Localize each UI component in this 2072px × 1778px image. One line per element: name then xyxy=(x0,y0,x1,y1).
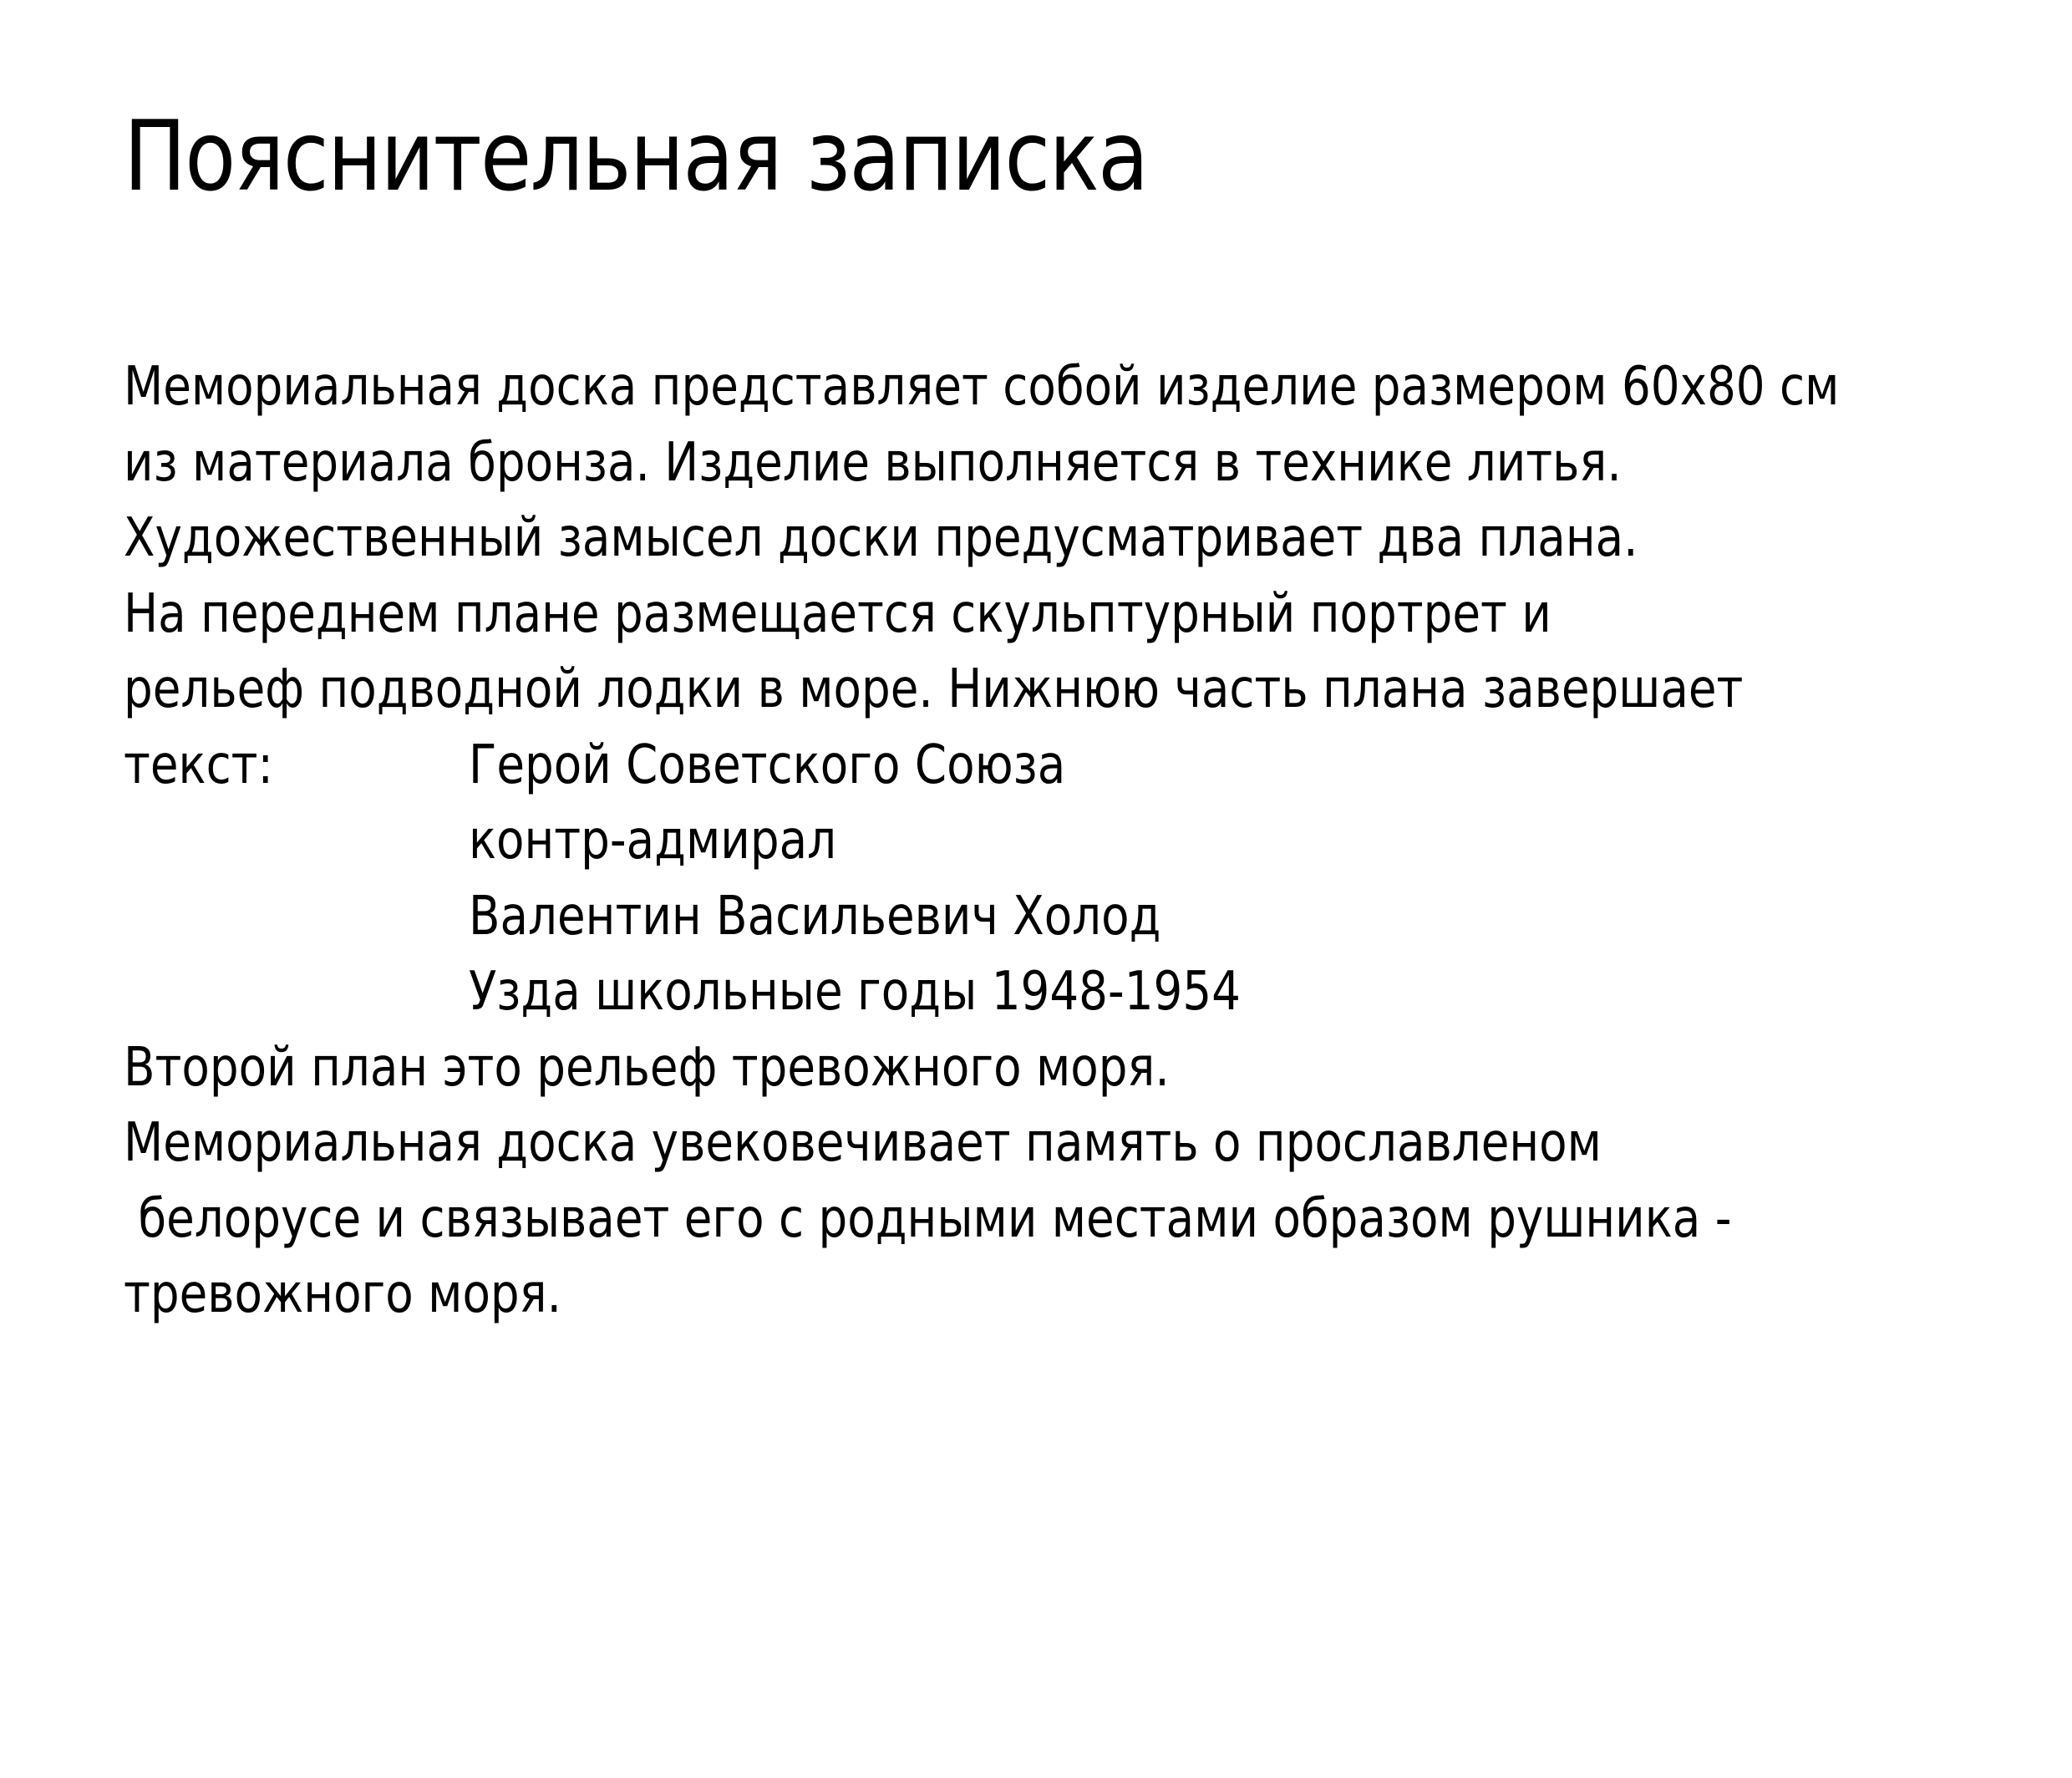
body-line: из материала бронза. Изделие выполняется в технике литья. xyxy=(124,431,1622,494)
inscription-text: Герой Советского Союза xyxy=(468,734,1066,796)
body-line: Мемориальная доска увековечивает память о прославленом xyxy=(124,1112,1602,1174)
page-title: Пояснительная записка xyxy=(124,100,1148,213)
inscription-line xyxy=(124,954,1981,1030)
body-line: Мемориальная доска представляет собой изделие размером 60х80 см xyxy=(124,356,1840,418)
inscription-text: Узда школьные годы 1948-1954 xyxy=(468,961,1241,1023)
inscription-line xyxy=(124,728,1981,804)
inscription-line xyxy=(124,879,1981,955)
body-line: На переднем плане размещается скульптурный портрет и xyxy=(124,582,1551,645)
body-line: белорусе и связывает его с родными местами образом рушника - xyxy=(124,1187,1732,1250)
body-line: рельеф подводной лодки в море. Нижнюю часть плана завершает xyxy=(124,658,1744,720)
inscription-line xyxy=(124,803,1981,879)
document-body xyxy=(124,349,1981,1333)
body-line: тревожного моря. xyxy=(124,1263,561,1325)
inscription-label: текст: xyxy=(124,734,273,796)
inscription-text: контр-адмирал xyxy=(468,810,837,871)
body-line: Художественный замысел доски предусматривает два плана. xyxy=(124,507,1638,569)
inscription-text: Валентин Васильевич Холод xyxy=(468,885,1161,947)
body-line: Второй план это рельеф тревожного моря. xyxy=(124,1036,1170,1099)
